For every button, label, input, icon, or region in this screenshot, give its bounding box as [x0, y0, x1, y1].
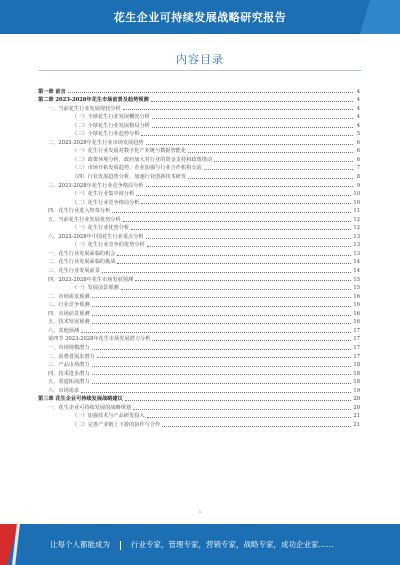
toc-entry-title: 一、当前花生行业发展现状分析 — [48, 105, 121, 112]
toc-entry[interactable] — [38, 95, 360, 104]
toc-dot-leader — [92, 306, 352, 307]
toc-entry-page: 17 — [353, 344, 360, 351]
footer-separator — [120, 541, 121, 550]
toc-dot-leader — [141, 203, 351, 204]
toc-entry-title: 三、行业竞争预测 — [48, 302, 90, 309]
toc-entry-page: 13 — [353, 250, 360, 257]
toc-entry-page: 17 — [353, 336, 360, 343]
toc-entry[interactable] — [38, 231, 360, 240]
toc-entry-title: 三、2023-2028年花生行业竞争格局分析 — [48, 182, 144, 189]
toc-entry-page: 18 — [353, 370, 360, 377]
toc-entry-page: 20 — [353, 404, 360, 411]
toc-entry-title: （一）花生行业集中度分析 — [72, 191, 135, 198]
toc-entry-title: 一、花生企业可持续发展的战略规划 — [48, 404, 132, 411]
header-banner — [0, 0, 400, 34]
toc-entry[interactable] — [38, 291, 360, 300]
footer-lead: 让每个人都能成为 — [50, 540, 110, 549]
toc-entry-title: 六、其他预测 — [48, 327, 80, 334]
toc-entry[interactable] — [38, 171, 360, 180]
toc-entry-page: 21 — [353, 413, 360, 420]
toc-entry-page: 16 — [353, 310, 360, 317]
toc-entry-page: 19 — [353, 387, 360, 394]
toc-entry[interactable] — [38, 197, 360, 206]
toc-entry-page: 12 — [353, 216, 360, 223]
toc-entry-page: 4 — [356, 105, 360, 112]
toc-dot-leader — [151, 101, 353, 102]
toc-entry[interactable] — [38, 163, 360, 172]
toc-entry-page: 6 — [356, 148, 360, 155]
footer-role-sep: ， — [273, 540, 281, 549]
toc-entry[interactable] — [38, 129, 360, 138]
toc-entry-title: （三）全球花生行业趋势分析 — [72, 131, 140, 138]
toc-entry[interactable] — [38, 189, 360, 198]
toc-entry-title: 第三章 花生企业可持续发展战略建议 — [38, 396, 123, 403]
toc-entry[interactable] — [38, 154, 360, 163]
toc-dot-leader — [162, 426, 351, 427]
toc-entry-title: （二）花生行业竞争格局分析 — [72, 199, 140, 206]
toc-entry-title: 三、花生行业发展前景 — [48, 268, 100, 275]
toc-entry[interactable] — [38, 274, 360, 283]
toc-dot-leader — [117, 255, 351, 256]
toc-entry-title: 二、2023-2028年花生行业市场发展趋势 — [48, 139, 144, 146]
toc-entry-title: 四、市场前景预测 — [48, 310, 90, 317]
toc-dot-leader — [92, 374, 352, 375]
toc-entry[interactable] — [38, 334, 360, 343]
toc-entry[interactable] — [38, 385, 360, 394]
toc-entry[interactable] — [38, 180, 360, 189]
toc-entry-page: 4 — [356, 122, 360, 129]
toc-entry[interactable] — [38, 146, 360, 155]
toc-entry-page: 6 — [356, 139, 360, 146]
footer-slogan — [50, 539, 334, 550]
toc-dot-leader — [188, 178, 353, 179]
toc-divider — [38, 70, 362, 71]
toc-entry-title: （一）花生行业发展对数字化产业链与数据智能化 — [72, 148, 187, 155]
toc-entry-page: 7 — [356, 165, 360, 172]
toc-entry[interactable] — [38, 377, 360, 386]
toc-entry[interactable] — [38, 411, 360, 420]
toc-dot-leader — [133, 409, 351, 410]
toc-dot-leader — [117, 263, 351, 264]
toc-entry-page: 15 — [353, 285, 360, 292]
toc-dot-leader — [81, 332, 351, 333]
toc-entry-title: 五、当前花生行业发展优势分析 — [48, 216, 121, 223]
toc-dot-leader — [147, 417, 352, 418]
toc-entry[interactable] — [38, 214, 360, 223]
toc-entry[interactable] — [38, 86, 360, 95]
toc-entry-page: 13 — [353, 233, 360, 240]
toc-entry-title: 四、花生行业进入壁垒分析 — [48, 208, 111, 215]
toc-entry-title: 六、2023-2028年中国花生行业重点分析 — [48, 233, 144, 240]
toc-dot-leader — [102, 272, 352, 273]
footer-role-sep: ， — [236, 540, 244, 549]
toc-entry-title: 第二章 2023-2028年花生市场前景及趋势预测 — [38, 97, 149, 104]
toc-entry-title: 三、产品市场潜力 — [48, 362, 90, 369]
toc-entry-title: （一）全球花生行业发展概况分析 — [72, 114, 150, 121]
toc-entry-title: （四）行业发展趋势分析，加速行业创新技术研发 — [72, 174, 187, 181]
toc-entry[interactable] — [38, 325, 360, 334]
toc-dot-leader — [214, 161, 353, 162]
toc-dot-leader — [81, 392, 351, 393]
footer-banner — [0, 524, 400, 565]
toc-dot-leader — [112, 212, 351, 213]
toc-dot-leader — [92, 366, 352, 367]
toc-entry[interactable] — [38, 223, 360, 232]
toc-entry-title: 六、市场需求 — [48, 387, 80, 394]
toc-entry-page: 10 — [353, 191, 360, 198]
toc-entry-title: 二、市场需求预测 — [48, 293, 90, 300]
toc-entry-page: 17 — [353, 327, 360, 334]
toc-entry-page: 14 — [353, 259, 360, 266]
toc-entry-title: 二、花生行业发展面临的挑战 — [48, 259, 116, 266]
toc-entry[interactable] — [38, 283, 360, 292]
footer-role: 管理专家 — [168, 540, 199, 549]
toc-dot-leader — [152, 340, 351, 341]
toc-dot-leader — [92, 349, 352, 350]
toc-entry[interactable] — [38, 257, 360, 266]
toc-dot-leader — [146, 186, 353, 187]
toc-entry-title: （一）加强技术与产品研发投入 — [72, 413, 145, 420]
toc-entry-title: 五、技术发展预测 — [48, 319, 90, 326]
toc-entry[interactable] — [38, 402, 360, 411]
toc-dot-leader — [97, 357, 352, 358]
toc-entry-page: 14 — [353, 268, 360, 275]
toc-entry-page: 13 — [353, 242, 360, 249]
toc-dot-leader — [135, 280, 351, 281]
toc-entry-title: 二、消费者需求潜力 — [48, 353, 95, 360]
toc-dot-leader — [141, 135, 353, 136]
toc-entry-page: 4 — [356, 114, 360, 121]
toc-entry-page: 21 — [353, 421, 360, 428]
toc-dot-leader — [123, 221, 352, 222]
toc-entry[interactable] — [38, 265, 360, 274]
toc-entry-title: （二）政策环境分析，政府加大对行业的资金支持和政策推动 — [72, 156, 213, 163]
toc-entry[interactable] — [38, 120, 360, 129]
report-title: 花生企业可持续发展战略研究报告 — [113, 11, 287, 24]
toc-entry-title: 五、渠道拓展潜力 — [48, 379, 90, 386]
toc-entry-title: 第一章 前言 — [38, 88, 66, 95]
footer-role-sep: ， — [161, 540, 169, 549]
toc-entry[interactable] — [38, 308, 360, 317]
table-of-contents — [38, 86, 360, 428]
toc-entry-title: （一）花生行业竞争的优势分析 — [72, 242, 145, 249]
toc-dot-leader — [204, 169, 353, 170]
toc-dot-leader — [68, 92, 353, 93]
toc-dot-leader — [146, 238, 352, 239]
footer-role: 行业专家 — [131, 540, 161, 549]
toc-entry[interactable] — [38, 300, 360, 309]
toc-entry-page: 20 — [353, 396, 360, 403]
toc-entry[interactable] — [38, 360, 360, 369]
toc-entry-title: （一）发展前景预测 — [72, 285, 119, 292]
toc-dot-leader — [146, 144, 353, 145]
toc-entry-page: 16 — [353, 293, 360, 300]
toc-dot-leader — [92, 297, 352, 298]
toc-entry-page: 6 — [356, 156, 360, 163]
toc-entry-page: 12 — [353, 225, 360, 232]
toc-entry-title: 第四节 2023-2028年花生市场发展潜力分析 — [48, 336, 151, 343]
toc-dot-leader — [125, 400, 352, 401]
toc-dot-leader — [136, 195, 351, 196]
footer-role: 战略专家 — [243, 540, 274, 549]
toc-entry-page: 16 — [353, 319, 360, 326]
toc-entry-page: 11 — [353, 208, 360, 215]
toc-entry-page: 4 — [356, 88, 360, 95]
toc-dot-leader — [131, 229, 351, 230]
toc-dot-leader — [152, 127, 353, 128]
footer-role: 营销专家 — [206, 540, 236, 549]
footer-role-sep: ， — [198, 540, 206, 549]
toc-entry[interactable] — [38, 368, 360, 377]
toc-entry-page: 9 — [356, 182, 360, 189]
toc-entry-page: 17 — [353, 353, 360, 360]
toc-entry-title: 四、技术进步潜力 — [48, 370, 90, 377]
toc-entry-page: 8 — [356, 174, 360, 181]
toc-entry-page: 4 — [356, 97, 360, 104]
toc-dot-leader — [92, 315, 352, 316]
toc-heading: 内容目录 — [176, 53, 224, 66]
toc-dot-leader — [123, 109, 353, 110]
toc-entry[interactable] — [38, 248, 360, 257]
toc-entry[interactable] — [38, 394, 360, 403]
toc-entry-title: 四、2023-2028年花生市场发展预测 — [48, 276, 134, 283]
toc-entry[interactable] — [38, 317, 360, 326]
toc-entry[interactable] — [38, 240, 360, 249]
footer-role: 成功企业家…… — [281, 540, 334, 549]
toc-entry-title: 一、花生行业发展面临的机会 — [48, 250, 116, 257]
toc-entry[interactable] — [38, 206, 360, 215]
toc-entry-title: （一）花生行业优势分析 — [72, 225, 130, 232]
toc-dot-leader — [188, 152, 353, 153]
toc-entry-title: （二）完善产业链上下游的协作与合作 — [72, 421, 161, 428]
toc-dot-leader — [92, 383, 352, 384]
toc-dot-leader — [152, 118, 353, 119]
toc-entry-title: （三）市场开拓发展趋势，企业加强与行业合作机构交流 — [72, 165, 202, 172]
toc-entry[interactable] — [38, 342, 360, 351]
toc-dot-leader — [147, 246, 352, 247]
toc-entry-title: 一、市场规模潜力 — [48, 344, 90, 351]
toc-entry-page: 5 — [356, 131, 360, 138]
toc-entry-page: 18 — [353, 362, 360, 369]
toc-entry[interactable] — [38, 419, 360, 428]
header-decoration — [360, 0, 400, 34]
toc-entry-title: （二）全球花生行业发展格局分析 — [72, 122, 150, 129]
toc-entry-page: 10 — [353, 199, 360, 206]
toc-dot-leader — [121, 289, 352, 290]
toc-entry-page: 15 — [353, 276, 360, 283]
toc-entry[interactable] — [38, 103, 360, 112]
toc-dot-leader — [92, 323, 352, 324]
toc-entry[interactable] — [38, 112, 360, 121]
toc-entry-page: 16 — [353, 302, 360, 309]
toc-entry[interactable] — [38, 137, 360, 146]
page-number: 1 — [198, 509, 202, 514]
toc-entry-page: 18 — [353, 379, 360, 386]
toc-entry[interactable] — [38, 351, 360, 360]
